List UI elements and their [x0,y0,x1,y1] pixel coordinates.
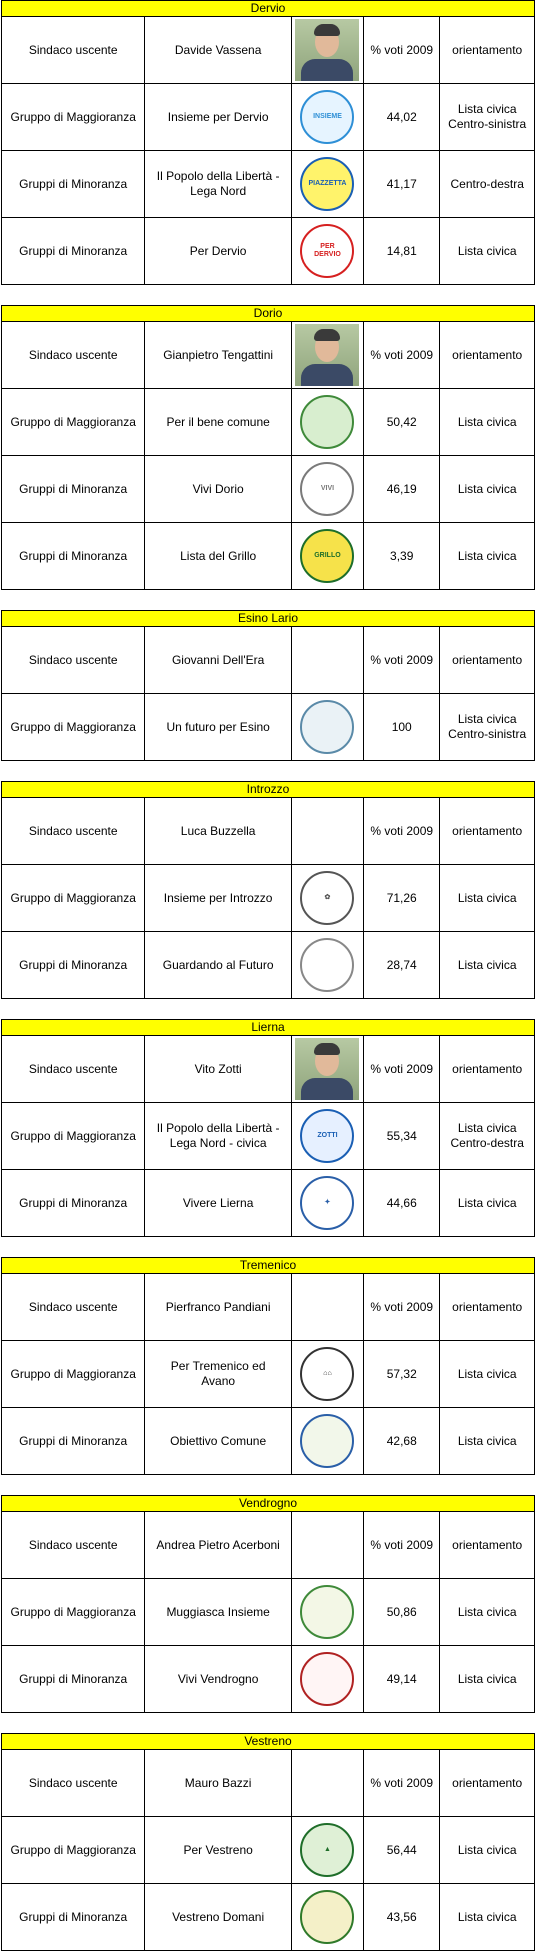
table-row [2,798,535,865]
name-cell: Per Tremenico ed Avano [145,1341,291,1408]
vote-percent-cell: % voti 2009 [364,627,440,694]
party-logo: ✿ [300,871,354,925]
name-cell: Il Popolo della Libertà - Lega Nord [145,151,291,218]
table-row [2,1274,535,1341]
orientation-cell: Centro-destra [440,151,535,218]
name-cell: Davide Vassena [145,17,291,84]
vote-percent-cell: 56,44 [364,1817,440,1884]
mayor-photo [295,19,359,81]
section-gap [0,999,536,1019]
vote-percent-cell: % voti 2009 [364,1750,440,1817]
role-cell: Gruppo di Maggioranza [2,1817,145,1884]
municipality-name: Vendrogno [2,1496,535,1512]
table-row [2,1103,535,1170]
section-gap [0,1475,536,1495]
orientation-cell: Lista civica [440,523,535,590]
orientation-cell: Lista civica [440,865,535,932]
party-logo: PER DERVIO [300,224,354,278]
orientation-cell: Lista civica [440,1341,535,1408]
image-cell [291,322,363,389]
name-cell: Vivere Lierna [145,1170,291,1237]
table-row [2,932,535,999]
orientation-cell: Lista civica [440,1408,535,1475]
name-cell: Vivi Vendrogno [145,1646,291,1713]
municipality-name: Lierna [2,1020,535,1036]
vote-percent-cell: 14,81 [364,218,440,285]
image-cell [291,523,363,590]
image-cell [291,1817,363,1884]
orientation-cell: Lista civica [440,389,535,456]
vote-percent-cell: 44,66 [364,1170,440,1237]
image-cell [291,151,363,218]
orientation-cell: orientamento [440,1512,535,1579]
municipality-table [1,1257,535,1475]
image-cell [291,1170,363,1237]
vote-percent-cell: % voti 2009 [364,1036,440,1103]
table-row [2,456,535,523]
image-cell [291,1884,363,1951]
role-cell: Sindaco uscente [2,17,145,84]
image-cell [291,1646,363,1713]
mayor-photo [295,324,359,386]
role-cell: Gruppo di Maggioranza [2,694,145,761]
name-cell: Lista del Grillo [145,523,291,590]
vote-percent-cell: % voti 2009 [364,1274,440,1341]
party-logo: VIVI [300,462,354,516]
role-cell: Sindaco uscente [2,1512,145,1579]
municipality-table [1,0,535,285]
party-logo: GRILLO [300,529,354,583]
table-row [2,151,535,218]
orientation-cell: orientamento [440,627,535,694]
image-cell [291,1750,363,1817]
party-logo: PIAZZETTA [300,157,354,211]
party-logo [300,938,354,992]
municipality-table [1,610,535,761]
image-cell [291,1103,363,1170]
image-cell [291,218,363,285]
role-cell: Gruppi di Minoranza [2,151,145,218]
vote-percent-cell: 41,17 [364,151,440,218]
role-cell: Sindaco uscente [2,1036,145,1103]
section-gap [0,1713,536,1733]
role-cell: Sindaco uscente [2,1274,145,1341]
municipality-name: Esino Lario [2,611,535,627]
orientation-cell: Lista civica [440,1884,535,1951]
section-gap [0,1237,536,1257]
table-row [2,1341,535,1408]
vote-percent-cell: 50,42 [364,389,440,456]
name-cell: Luca Buzzella [145,798,291,865]
party-logo [300,395,354,449]
image-cell [291,798,363,865]
section-gap [0,285,536,305]
vote-percent-cell: 46,19 [364,456,440,523]
orientation-cell: orientamento [440,798,535,865]
image-cell [291,1408,363,1475]
municipality-table [1,305,535,590]
party-logo [300,1414,354,1468]
role-cell: Gruppi di Minoranza [2,523,145,590]
table-row [2,1408,535,1475]
vote-percent-cell: % voti 2009 [364,1512,440,1579]
orientation-cell: Lista civica [440,1170,535,1237]
party-logo [300,1585,354,1639]
image-cell [291,17,363,84]
orientation-cell: Lista civica Centro-sinistra [440,84,535,151]
name-cell: Vestreno Domani [145,1884,291,1951]
orientation-cell: Lista civica Centro-sinistra [440,694,535,761]
image-cell [291,1036,363,1103]
role-cell: Gruppo di Maggioranza [2,84,145,151]
vote-percent-cell: % voti 2009 [364,17,440,84]
orientation-cell: Lista civica [440,1646,535,1713]
party-logo: ✦ [300,1176,354,1230]
table-row [2,84,535,151]
role-cell: Gruppi di Minoranza [2,1884,145,1951]
name-cell: Insieme per Introzzo [145,865,291,932]
orientation-cell: orientamento [440,322,535,389]
name-cell: Per Dervio [145,218,291,285]
vote-percent-cell: 44,02 [364,84,440,151]
role-cell: Gruppo di Maggioranza [2,865,145,932]
orientation-cell: Lista civica [440,218,535,285]
image-cell [291,627,363,694]
role-cell: Gruppi di Minoranza [2,1646,145,1713]
orientation-cell: orientamento [440,1274,535,1341]
name-cell: Giovanni Dell'Era [145,627,291,694]
image-cell [291,456,363,523]
orientation-cell: Lista civica Centro-destra [440,1103,535,1170]
role-cell: Gruppo di Maggioranza [2,1103,145,1170]
image-cell [291,694,363,761]
municipality-name: Tremenico [2,1258,535,1274]
role-cell: Sindaco uscente [2,322,145,389]
orientation-cell: orientamento [440,17,535,84]
orientation-cell: Lista civica [440,1579,535,1646]
municipality-table [1,1019,535,1237]
image-cell [291,1512,363,1579]
role-cell: Gruppi di Minoranza [2,218,145,285]
name-cell: Guardando al Futuro [145,932,291,999]
orientation-cell: orientamento [440,1036,535,1103]
municipality-name: Dervio [2,1,535,17]
vote-percent-cell: 57,32 [364,1341,440,1408]
table-row [2,1036,535,1103]
name-cell: Obiettivo Comune [145,1408,291,1475]
role-cell: Sindaco uscente [2,1750,145,1817]
name-cell: Per Vestreno [145,1817,291,1884]
vote-percent-cell: 71,26 [364,865,440,932]
party-logo [300,700,354,754]
vote-percent-cell: 28,74 [364,932,440,999]
orientation-cell: Lista civica [440,1817,535,1884]
table-row [2,523,535,590]
name-cell: Vito Zotti [145,1036,291,1103]
role-cell: Gruppi di Minoranza [2,456,145,523]
name-cell: Vivi Dorio [145,456,291,523]
role-cell: Sindaco uscente [2,627,145,694]
name-cell: Gianpietro Tengattini [145,322,291,389]
vote-percent-cell: % voti 2009 [364,798,440,865]
name-cell: Muggiasca Insieme [145,1579,291,1646]
table-row [2,17,535,84]
municipality-table [1,781,535,999]
vote-percent-cell: 50,86 [364,1579,440,1646]
table-row [2,627,535,694]
name-cell: Andrea Pietro Acerboni [145,1512,291,1579]
vote-percent-cell: 43,56 [364,1884,440,1951]
name-cell: Insieme per Dervio [145,84,291,151]
image-cell [291,84,363,151]
role-cell: Gruppi di Minoranza [2,932,145,999]
role-cell: Gruppo di Maggioranza [2,1579,145,1646]
party-logo: ▲ [300,1823,354,1877]
name-cell: Mauro Bazzi [145,1750,291,1817]
municipality-name: Introzzo [2,782,535,798]
orientation-cell: Lista civica [440,932,535,999]
vote-percent-cell: 49,14 [364,1646,440,1713]
table-row [2,389,535,456]
image-cell [291,389,363,456]
table-row [2,1579,535,1646]
name-cell: Il Popolo della Libertà - Lega Nord - civica [145,1103,291,1170]
table-row [2,865,535,932]
table-row [2,1750,535,1817]
section-gap [0,761,536,781]
vote-percent-cell: 3,39 [364,523,440,590]
image-cell [291,932,363,999]
table-row [2,1646,535,1713]
municipality-table [1,1733,535,1951]
table-row [2,694,535,761]
section-gap [0,590,536,610]
role-cell: Gruppo di Maggioranza [2,389,145,456]
image-cell [291,865,363,932]
vote-percent-cell: 100 [364,694,440,761]
table-row [2,1817,535,1884]
municipality-table [1,1495,535,1713]
vote-percent-cell: % voti 2009 [364,322,440,389]
name-cell: Pierfranco Pandiani [145,1274,291,1341]
image-cell [291,1341,363,1408]
orientation-cell: orientamento [440,1750,535,1817]
vote-percent-cell: 42,68 [364,1408,440,1475]
role-cell: Gruppi di Minoranza [2,1408,145,1475]
mayor-photo [295,1038,359,1100]
municipality-name: Vestreno [2,1734,535,1750]
role-cell: Gruppi di Minoranza [2,1170,145,1237]
party-logo [300,1890,354,1944]
image-cell [291,1579,363,1646]
name-cell: Per il bene comune [145,389,291,456]
role-cell: Sindaco uscente [2,798,145,865]
party-logo: INSIEME [300,90,354,144]
name-cell: Un futuro per Esino [145,694,291,761]
image-cell [291,1274,363,1341]
table-row [2,1884,535,1951]
party-logo: ⌂⌂ [300,1347,354,1401]
table-row [2,1512,535,1579]
party-logo [300,1652,354,1706]
party-logo: ZOTTI [300,1109,354,1163]
role-cell: Gruppo di Maggioranza [2,1341,145,1408]
vote-percent-cell: 55,34 [364,1103,440,1170]
municipality-name: Dorio [2,306,535,322]
table-row [2,218,535,285]
orientation-cell: Lista civica [440,456,535,523]
table-row [2,322,535,389]
table-row [2,1170,535,1237]
